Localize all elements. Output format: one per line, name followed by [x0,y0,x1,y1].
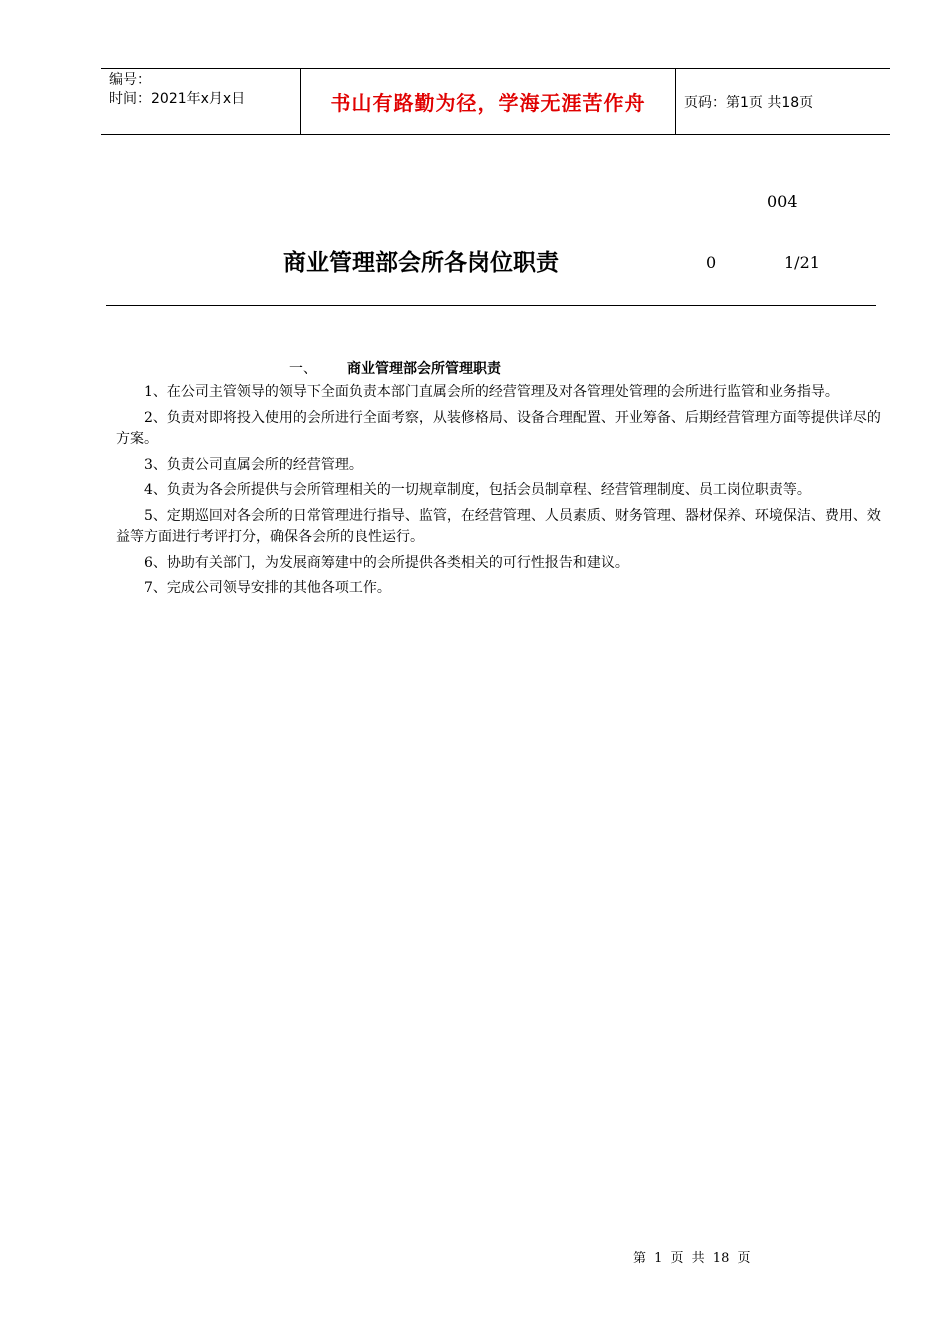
document-page-number: 1/21 [784,253,820,272]
section-number: 一、 [289,361,317,377]
header-motto-cell [301,69,676,134]
page-footer: 第 1 页 共 18 页 [633,1251,751,1266]
body-text [116,382,888,604]
header-page-cell [676,69,890,134]
paragraph: 2、负责对即将投入使用的会所进行全面考察，从装修格局、设备合理配置、开业筹备、后期经营管理方面等提供详尽的方案。 [116,409,881,447]
revision-number: 0 [706,253,717,272]
paragraph: 6、协助有关部门，为发展商筹建中的会所提供各类相关的可行性报告和建议。 [144,554,629,571]
paragraph: 5、定期巡回对各会所的日常管理进行指导、监管，在经营管理、人员素质、财务管理、器材保养、环境保洁、费用、效益等方面进行考评打分，确保各会所的良性运行。 [116,507,881,545]
motto-text: 书山有路勤为径，学海无涯苦作舟 [330,91,646,115]
header-meta-cell [101,69,301,134]
page-title: 商业管理部会所各岗位职责 [283,249,559,276]
title-divider [106,305,876,306]
number-label: 编号： [109,72,151,88]
page-info: 页码：第1页 共18页 [684,94,814,111]
document-code: 004 [767,192,798,211]
paragraph: 4、负责为各会所提供与会所管理相关的一切规章制度，包括会员制章程、经营管理制度、员工岗位职责等。 [144,482,811,498]
paragraph: 7、完成公司领导安排的其他各项工作。 [144,580,391,596]
section-title: 商业管理部会所管理职责 [347,361,501,377]
header-table [101,68,890,135]
section-heading [289,358,501,378]
time-label: 时间：2021年x月x日 [109,91,246,107]
paragraph: 1、在公司主管领导的领导下全面负责本部门直属会所的经营管理及对各管理处管理的会所进行监管和业务指导。 [144,384,839,400]
paragraph: 3、负责公司直属会所的经营管理。 [144,456,363,473]
